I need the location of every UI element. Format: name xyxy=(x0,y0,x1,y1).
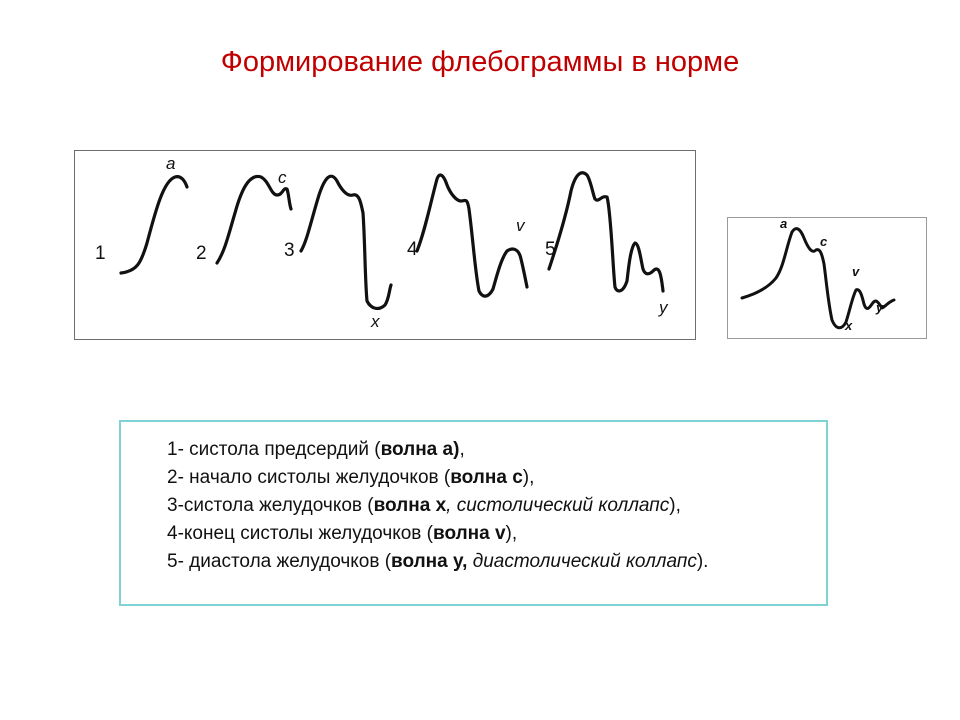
legend-list xyxy=(167,436,708,576)
legend-item-3-suffix: ), xyxy=(669,495,681,516)
legend-item-1-wave: волна а) xyxy=(380,439,460,460)
legend-item-4-prefix: 4-конец систолы желудочков ( xyxy=(167,523,434,544)
small-wave-label-a: a xyxy=(780,217,788,231)
stage-number-1: 1 xyxy=(95,243,106,264)
legend-item-4-wave: волна v xyxy=(433,523,506,544)
wave-label-y: y xyxy=(659,298,668,317)
legend-item-3-prefix: 3-систола желудочков ( xyxy=(167,495,374,516)
small-wave-label-y: y xyxy=(876,300,884,315)
legend-item-2 xyxy=(167,464,708,492)
wave-label-x: x xyxy=(371,312,380,331)
stage-number-4: 4 xyxy=(407,239,418,260)
legend-item-5-suffix: ). xyxy=(696,551,709,572)
legend-item-5-note: диастолический коллапс xyxy=(467,551,697,572)
small-wave-label-c: c xyxy=(820,234,828,249)
stage-number-3: 3 xyxy=(284,240,295,261)
legend-item-5 xyxy=(167,548,708,576)
legend-item-3 xyxy=(167,492,708,520)
legend-item-5-prefix: 5- диастола желудочков ( xyxy=(167,551,392,572)
wave-label-c: c xyxy=(278,168,287,187)
stage-1-curve xyxy=(121,177,187,273)
normal-phlebogram-curve xyxy=(742,229,894,328)
legend-item-4-suffix: ), xyxy=(505,523,518,544)
small-wave-label-v: v xyxy=(852,264,860,279)
legend-item-1 xyxy=(167,436,708,464)
legend-item-3-wave: волна х xyxy=(373,495,447,516)
phlebogram-stages-figure xyxy=(74,150,696,340)
legend-item-1-suffix: , xyxy=(459,439,465,460)
legend-box xyxy=(119,420,828,606)
slide-title: Формирование флебограммы в норме xyxy=(220,46,740,78)
legend-item-2-suffix: ), xyxy=(522,467,535,488)
wave-label-v: v xyxy=(516,216,525,235)
legend-item-1-prefix: 1- систола предсердий ( xyxy=(167,439,381,460)
stage-4-curve xyxy=(417,175,527,296)
stage-number-5: 5 xyxy=(545,239,556,260)
legend-item-5-wave: волна у, xyxy=(391,551,468,572)
legend-item-4 xyxy=(167,520,708,548)
legend-item-2-wave: волна с xyxy=(450,467,523,488)
legend-item-2-prefix: 2- начало систолы желудочков ( xyxy=(167,467,451,488)
wave-label-a: a xyxy=(166,154,176,173)
small-wave-label-x: x xyxy=(845,318,853,333)
legend-item-3-note: , систолический коллапс xyxy=(446,495,670,516)
stage-number-2: 2 xyxy=(196,243,207,264)
stage-5-curve xyxy=(549,173,663,291)
stage-2-curve xyxy=(217,176,291,263)
phlebogram-stages-drawing xyxy=(75,151,695,339)
stage-3-curve xyxy=(301,176,391,308)
phlebogram-normal-figure xyxy=(727,217,927,339)
